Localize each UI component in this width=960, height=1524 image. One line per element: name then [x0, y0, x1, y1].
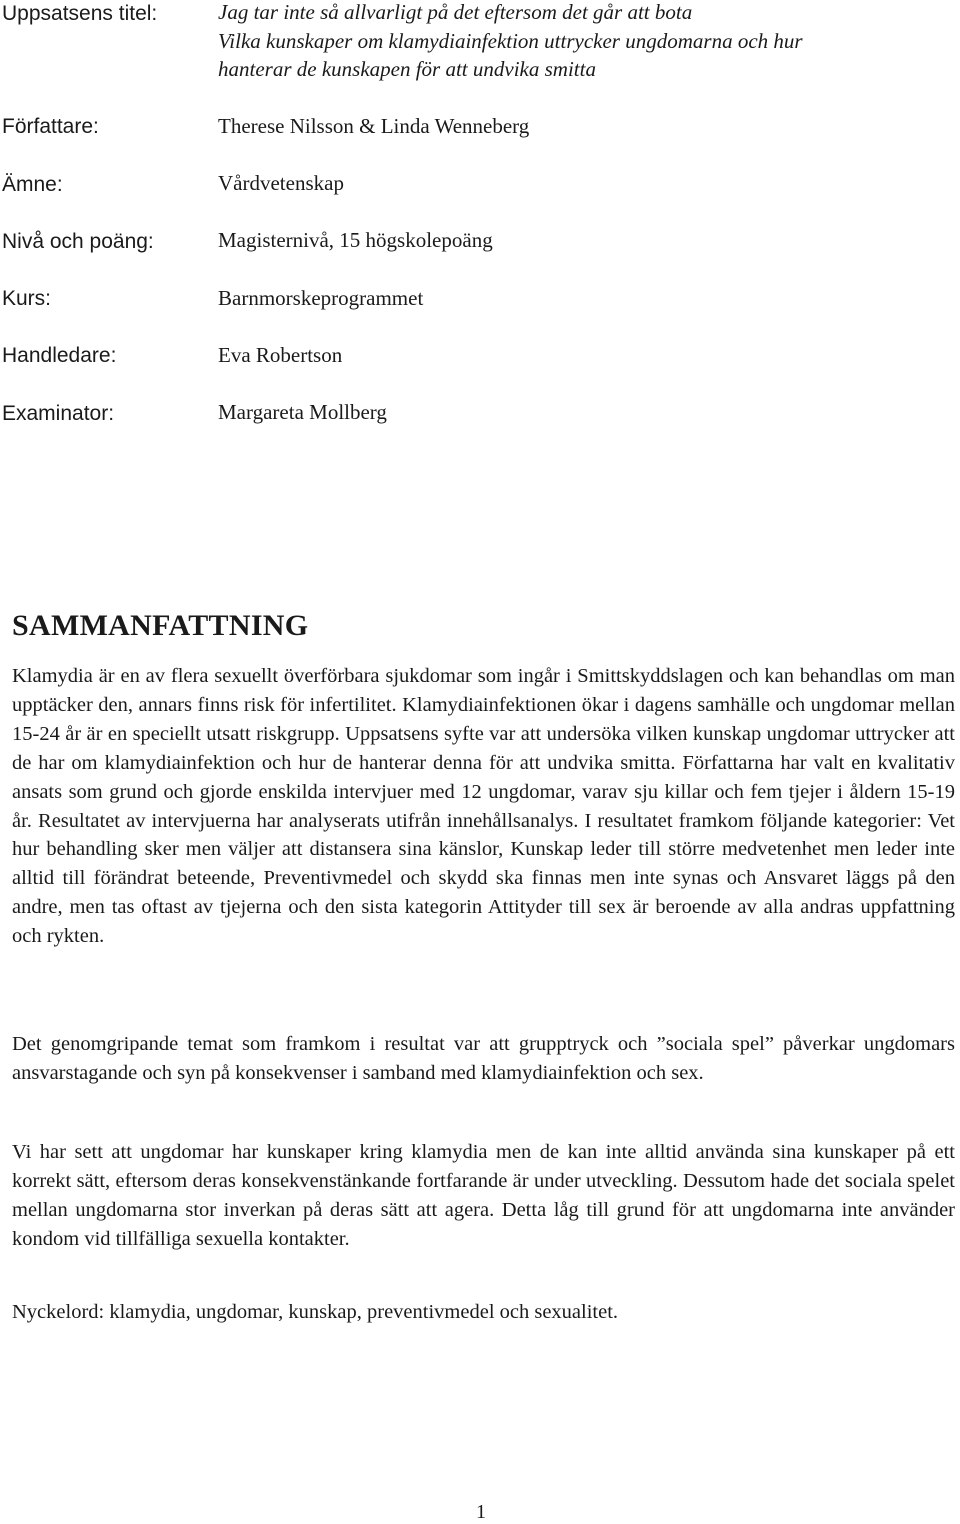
course-label: Kurs:	[2, 287, 52, 310]
abstract-paragraph: Det genomgripande temat som framkom i resultat var att grupptryck och ”sociala spel” påverkar ungdomars ansvarstagande och syn på konsekvenser i samband med klamydiainfektion och sex.	[12, 1033, 955, 1084]
examiner-label: Examinator:	[2, 402, 115, 425]
title-label: Uppsatsens titel:	[2, 2, 158, 25]
author-value: Therese Nilsson & Linda Wenneberg	[218, 114, 530, 138]
supervisor-value: Eva Robertson	[218, 343, 343, 367]
thesis-title-line: Jag tar inte så allvarligt på det eftersom det går att bota	[218, 0, 693, 24]
examiner-value: Margareta Mollberg	[218, 400, 387, 424]
keywords: Nyckelord: klamydia, ungdomar, kunskap, preventivmedel och sexualitet.	[12, 1301, 619, 1323]
author-label: Författare:	[2, 115, 99, 138]
abstract-heading: SAMMANFATTNING	[12, 609, 309, 642]
level-value: Magisternivå, 15 högskolepoäng	[218, 228, 493, 252]
thesis-title-line: hanterar de kunskapen för att undvika smitta	[218, 57, 596, 82]
abstract-paragraph: Vi har sett att ungdomar har kunskaper kring klamydia men de kan inte alltid använda sina kunskaper på ett korrekt sätt, eftersom deras konsekvenstänkande fortfarande är under utveckling. Dessutom hade det sociala spelet mellan ungdomarna stor inverkan på deras sätt att agera. Detta låg till grund för att ungdomarna inte använder kondom vid tillfälliga sexuella kontakter.	[12, 1141, 955, 1250]
thesis-title-line: Vilka kunskaper om klamydiainfektion uttrycker ungdomarna och hur	[218, 28, 803, 53]
subject-value: Vårdvetenskap	[218, 171, 344, 195]
thesis-title	[218, 0, 803, 84]
abstract-paragraph: Klamydia är en av flera sexuellt överförbara sjukdomar som ingår i Smittskyddslagen och kan behandlas om man upptäcker den, annars finns risk för infertilitet. Klamydiainfektionen ökar i dagens samhälle och ungdomar mellan 15-24 år är en speciellt utsatt riskgrupp. Uppsatsens syfte var att undersöka vilken kunskap ungdomar uttrycker att de har om klamydiainfektion och hur de hanterar denna för att undvika smitta. Författarna har valt en kvalitativ ansats som grund och gjorde enskilda intervjuer med 12 ungdomar, varav sju killar och fem tjejer i åldern 15-19 år. Resultatet av intervjuerna har analyserats utifrån innehållsanalys. I resultatet framkom följande kategorier: Vet hur behandling sker men väljer att distansera sina känslor, Kunskap leder till större medvetenhet men leder inte alltid till förändrat beteende, Preventivmedel och skydd ska finnas men inte synas och Ansvaret läggs på den andre, men tas oftast av tjejerna och den sista kategorin Attityder till sex är beroende av alla andras uppfattning och rykten.	[12, 665, 955, 948]
subject-label: Ämne:	[2, 173, 63, 196]
level-label: Nivå och poäng:	[2, 230, 154, 253]
course-value: Barnmorskeprogrammet	[218, 286, 424, 310]
supervisor-label: Handledare:	[2, 344, 117, 367]
page-number: 1	[476, 1501, 486, 1523]
